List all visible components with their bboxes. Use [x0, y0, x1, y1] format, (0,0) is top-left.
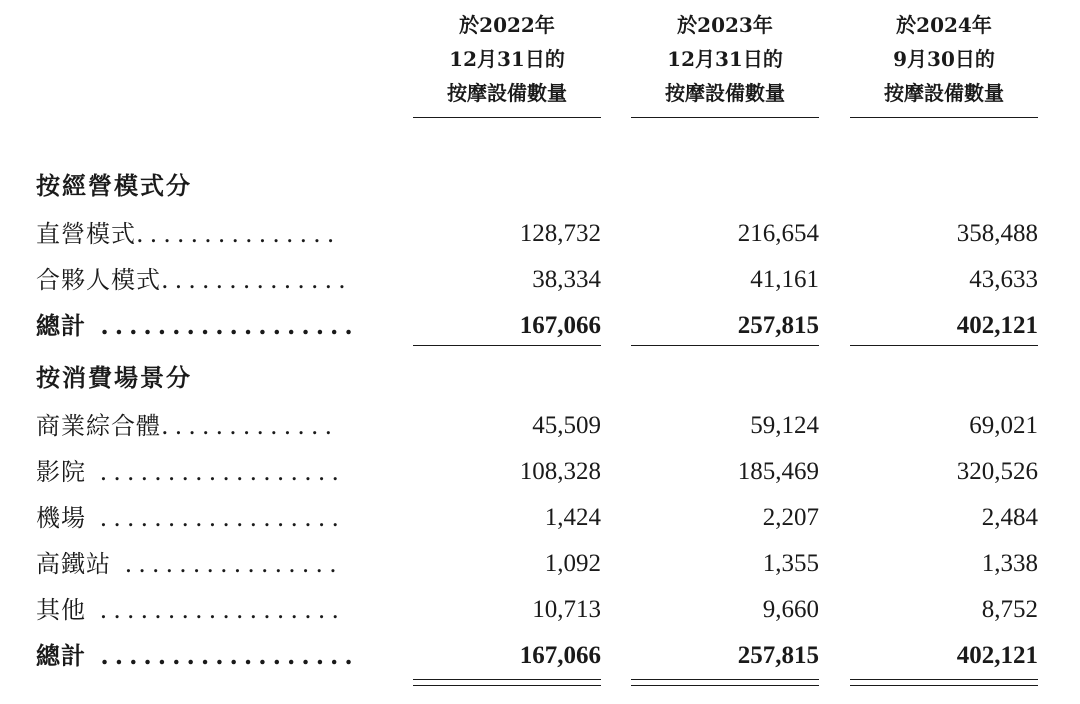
value-cell: 1,355: [762, 550, 819, 577]
total-value-cell: 402,121: [956, 312, 1038, 339]
column-header-line: 12月31日的: [667, 47, 783, 71]
value-cell: 1,424: [544, 504, 601, 531]
column-header-line: 於2024年: [896, 13, 992, 37]
row-label-direct: [36, 218, 340, 250]
value-cell: 10,713: [532, 596, 601, 623]
column-header-2022: [413, 8, 601, 110]
row-label-text: 影院: [36, 458, 86, 486]
row-label-text: 總計: [36, 642, 86, 670]
row-label-text: 直營模式: [36, 220, 136, 248]
double-underline-top: [413, 679, 601, 680]
double-underline-top: [631, 679, 819, 680]
double-underline-bottom: [631, 685, 819, 686]
value-cell: 1,092: [544, 550, 601, 577]
value-cell: 128,732: [519, 220, 601, 247]
value-cell: 38,334: [532, 266, 601, 293]
value-cell: 2,207: [762, 504, 819, 531]
double-underline-bottom: [850, 685, 1038, 686]
column-header-line: 於2022年: [459, 13, 555, 37]
dot-leader: ..................: [86, 504, 345, 532]
row-label-text: 機場: [36, 504, 86, 532]
header-underline: [631, 117, 819, 118]
total-value-cell: 402,121: [956, 642, 1038, 669]
column-header-line: 按摩設備數量: [884, 81, 1004, 105]
value-cell: 59,124: [750, 412, 819, 439]
value-cell: 41,161: [750, 266, 819, 293]
row-label-text: 合夥人模式: [36, 266, 161, 294]
total-underline: [850, 345, 1038, 346]
value-cell: 1,338: [981, 550, 1038, 577]
row-label-total: [36, 640, 359, 672]
dot-leader: ..................: [86, 458, 345, 486]
column-header-line: 按摩設備數量: [665, 81, 785, 105]
column-header-line: 按摩設備數量: [447, 81, 567, 105]
double-underline-top: [850, 679, 1038, 680]
value-cell: 216,654: [737, 220, 819, 247]
total-underline: [413, 345, 601, 346]
column-header-line: 於2023年: [677, 13, 773, 37]
value-cell: 9,660: [762, 596, 819, 623]
row-label-airport: [36, 502, 345, 534]
column-header-line: 12月31日的: [449, 47, 565, 71]
row-label-text: 其他: [36, 596, 86, 624]
dot-leader: ..................: [86, 641, 359, 670]
total-value-cell: 257,815: [737, 642, 819, 669]
column-header-line: 9月30日的: [893, 47, 995, 71]
value-cell: 185,469: [737, 458, 819, 485]
row-label-partner: [36, 264, 352, 296]
column-header-2023: [631, 8, 819, 110]
row-label-cinema: [36, 456, 345, 488]
dot-leader: ................: [111, 550, 343, 578]
dot-leader: ...............: [136, 220, 341, 248]
value-cell: 2,484: [981, 504, 1038, 531]
value-cell: 8,752: [981, 596, 1038, 623]
header-underline: [413, 117, 601, 118]
value-cell: 320,526: [956, 458, 1038, 485]
total-value-cell: 167,066: [519, 642, 601, 669]
row-label-mall: [36, 410, 338, 442]
value-cell: 43,633: [969, 266, 1038, 293]
row-label-text: 總計: [36, 312, 86, 340]
column-header-2024: [850, 8, 1038, 110]
section-title-operation-mode: 按經營模式分: [36, 172, 192, 200]
row-label-total: [36, 310, 359, 342]
value-cell: 108,328: [519, 458, 601, 485]
total-underline: [631, 345, 819, 346]
total-value-cell: 167,066: [519, 312, 601, 339]
row-label-others: [36, 594, 345, 626]
dot-leader: ..................: [86, 311, 359, 340]
dot-leader: .............: [161, 412, 339, 440]
value-cell: 45,509: [532, 412, 601, 439]
total-value-cell: 257,815: [737, 312, 819, 339]
row-label-text: 高鐵站: [36, 550, 111, 578]
value-cell: 358,488: [956, 220, 1038, 247]
dot-leader: ..............: [161, 266, 352, 294]
row-label-text: 商業綜合體: [36, 412, 161, 440]
value-cell: 69,021: [969, 412, 1038, 439]
section-title-consumption-scene: 按消費場景分: [36, 364, 192, 392]
dot-leader: ..................: [86, 596, 345, 624]
header-underline: [850, 117, 1038, 118]
double-underline-bottom: [413, 685, 601, 686]
row-label-railway-station: [36, 548, 343, 580]
